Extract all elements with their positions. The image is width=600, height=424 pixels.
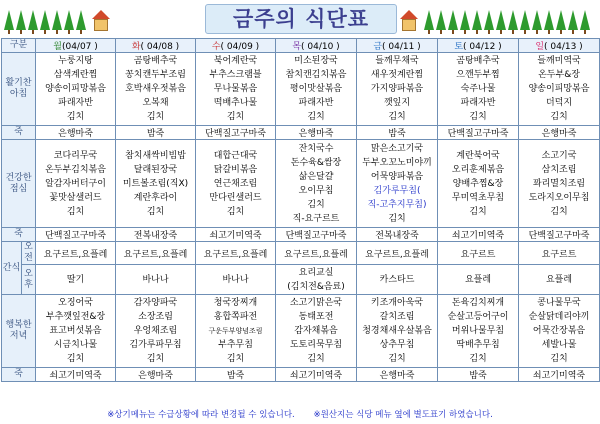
menu-cell: 오징어국 부추깻잎전&장 표고버섯볶음 시금치나물 김치 — [36, 295, 116, 368]
tree-icon — [436, 10, 446, 30]
menu-cell: 바나나 — [116, 265, 196, 295]
category-label: 죽 — [2, 228, 36, 242]
menu-cell: 소고기국 삼치조림 꽈리멸치조림 도라지오이무침 김치 — [519, 140, 600, 228]
menu-cell: 은행마죽 — [519, 126, 600, 140]
tree-icon — [4, 10, 14, 30]
tree-icon — [28, 10, 38, 30]
menu-cell: 딸기 — [36, 265, 116, 295]
menu-cell: 맑은소고기국 두부오꼬노미야끼 어묵양파볶음 김가루무침( 직-고추지무침) 김치 — [357, 140, 438, 228]
menu-cell: 밤죽 — [116, 126, 196, 140]
house-icon — [92, 10, 110, 32]
menu-cell: 요구르트 — [438, 242, 519, 265]
tree-icon — [556, 10, 566, 30]
tree-icon — [472, 10, 482, 30]
tree-icon — [580, 10, 590, 30]
breakfast-row — [2, 53, 600, 126]
page-header — [0, 0, 600, 38]
menu-cell: 잔치국수 돈수육&쌈장 삶은달걀 오이무침 김치 직-요구르트 — [276, 140, 357, 228]
day-header: 금( 04/11 ) — [357, 39, 438, 53]
tree-icon — [40, 10, 50, 30]
tree-icon — [508, 10, 518, 30]
menu-cell: 감자양파국 소장조림 우엉채조림 김가루파무침 김치 — [116, 295, 196, 368]
menu-cell: 전복내장죽 — [357, 228, 438, 242]
menu-cell: 쇠고기미역죽 — [276, 368, 357, 382]
menu-cell: 키조개아욱국 갈치조림 청경채새우살볶음 상추무침 김치 — [357, 295, 438, 368]
menu-cell: 쇠고기미역죽 — [519, 368, 600, 382]
tree-icon — [448, 10, 458, 30]
menu-cell: 밤죽 — [438, 368, 519, 382]
snack-am-row — [2, 242, 600, 265]
menu-cell: 은행마죽 — [357, 368, 438, 382]
footnote-menu-change: ※상기메뉴는 수급상황에 따라 변경될 수 있습니다. — [107, 410, 295, 420]
menu-cell: 은행마죽 — [116, 368, 196, 382]
day-header: 수( 04/09 ) — [196, 39, 276, 53]
tree-icon — [520, 10, 530, 30]
menu-cell: 카스타드 — [357, 265, 438, 295]
menu-cell: 코다리무국 온두부김치볶음 알감자버터구이 꽃맛살샐러드 김치 — [36, 140, 116, 228]
footnote — [0, 408, 600, 422]
menu-cell: 단백질고구마죽 — [196, 126, 276, 140]
menu-cell: 바나나 — [196, 265, 276, 295]
tree-icon — [52, 10, 62, 30]
snack-pm-row — [2, 265, 600, 295]
menu-cell: 요플레 — [519, 265, 600, 295]
menu-cell: 계란북어국 오리훈제볶음 양배추찜&장 무미역초무침 김치 — [438, 140, 519, 228]
menu-cell: 요구르트 — [519, 242, 600, 265]
footnote-origin: ※원산지는 식당 메뉴 옆에 별도표기 하였습니다. — [313, 410, 493, 420]
menu-cell: 대합근대국 닭갈비볶음 연근채조림 만다린샐러드 김치 — [196, 140, 276, 228]
menu-cell: 단백질고구마죽 — [36, 228, 116, 242]
menu-cell: 요구르트,요플레 — [276, 242, 357, 265]
category-label: 죽 — [2, 368, 36, 382]
menu-cell: 들깨미역국 온두부&장 양송이피망볶음 더덕지 김치 — [519, 53, 600, 126]
day-header: 화( 04/08 ) — [116, 39, 196, 53]
menu-cell: 북어계란국 부추스크램블 무나물볶음 떡배추나물 김치 — [196, 53, 276, 126]
tree-icon — [76, 10, 86, 30]
menu-cell: 요리교실 (김치전&음료) — [276, 265, 357, 295]
menu-cell: 쇠고기미역죽 — [438, 228, 519, 242]
menu-cell: 쇠고기미역죽 — [196, 228, 276, 242]
day-header-row — [2, 39, 600, 53]
menu-cell: 콩나물무국 순살닭데리야끼 어묵간장볶음 세발나물 김치 — [519, 295, 600, 368]
tree-icon — [544, 10, 554, 30]
menu-cell: 곰탕배추국 꽁치캔두부조림 호박새우젓볶음 오복채 김치 — [116, 53, 196, 126]
menu-cell: 곰탕배추국 으깬두부찜 숙주나물 파래자반 김치 — [438, 53, 519, 126]
tree-icon — [424, 10, 434, 30]
menu-cell: 요구르트,요플레 — [36, 242, 116, 265]
tree-icon — [64, 10, 74, 30]
day-header: 일( 04/13 ) — [519, 39, 600, 53]
menu-cell: 전복내장죽 — [116, 228, 196, 242]
menu-cell: 요구르트,요플레 — [196, 242, 276, 265]
soup-row — [2, 228, 600, 242]
tree-icon — [532, 10, 542, 30]
category-label: 간식 — [2, 242, 22, 295]
tree-icon — [496, 10, 506, 30]
category-sublabel: 오전 — [22, 242, 36, 265]
menu-cell: 쇠고기미역죽 — [36, 368, 116, 382]
page-title: 금주의 식단표 — [205, 4, 397, 34]
tree-icon — [16, 10, 26, 30]
category-label: 활기찬 아침 — [2, 53, 36, 126]
tree-icon — [460, 10, 470, 30]
menu-cell: 미소된장국 참치캔김치볶음 평이맛살볶음 파래자반 김치 — [276, 53, 357, 126]
menu-cell: 소고기맑은국 동태포전 감자채볶음 도토리묵무침 김치 — [276, 295, 357, 368]
lunch-row — [2, 140, 600, 228]
menu-cell: 참치새싹비빔밥 달래된장국 미트볼조림(직X) 계란후라이 김치 — [116, 140, 196, 228]
house-icon — [400, 10, 418, 32]
menu-cell: 요구르트,요플레 — [357, 242, 438, 265]
tree-icon — [484, 10, 494, 30]
menu-cell: 들깨무채국 새우젓계란찜 가지양파볶음 깻잎지 김치 — [357, 53, 438, 126]
menu-cell: 은행마죽 — [36, 126, 116, 140]
dinner-row — [2, 295, 600, 368]
menu-cell: 요구르트,요플레 — [116, 242, 196, 265]
menu-cell: 단백질고구마죽 — [276, 228, 357, 242]
category-label: 건강한 점심 — [2, 140, 36, 228]
menu-cell: 단백질고구마죽 — [438, 126, 519, 140]
day-header: 목( 04/10 ) — [276, 39, 357, 53]
dinner-porridge-row — [2, 368, 600, 382]
menu-cell: 밤죽 — [196, 368, 276, 382]
menu-cell: 은행마죽 — [276, 126, 357, 140]
category-label: 죽 — [2, 126, 36, 140]
meal-menu-table — [1, 38, 600, 382]
tree-icon — [568, 10, 578, 30]
day-header: 토( 04/12 ) — [438, 39, 519, 53]
menu-cell: 누룽지탕 삼색계란찜 양송이피망볶음 파래자반 김치 — [36, 53, 116, 126]
day-header: 월(04/07 ) — [36, 39, 116, 53]
header-label: 구분 — [2, 39, 36, 53]
category-label: 행복한 저녁 — [2, 295, 36, 368]
porridge-row — [2, 126, 600, 140]
menu-cell: 청국장찌개 홍합쪽파전 구운두부양념조림 부추무침 김치 — [196, 295, 276, 368]
menu-cell: 요플레 — [438, 265, 519, 295]
menu-cell: 돈육김치찌개 순살고등어구이 머위나물무침 딱배추무침 김치 — [438, 295, 519, 368]
menu-cell: 단백질고구마죽 — [519, 228, 600, 242]
menu-cell: 밤죽 — [357, 126, 438, 140]
category-sublabel: 오후 — [22, 265, 36, 295]
